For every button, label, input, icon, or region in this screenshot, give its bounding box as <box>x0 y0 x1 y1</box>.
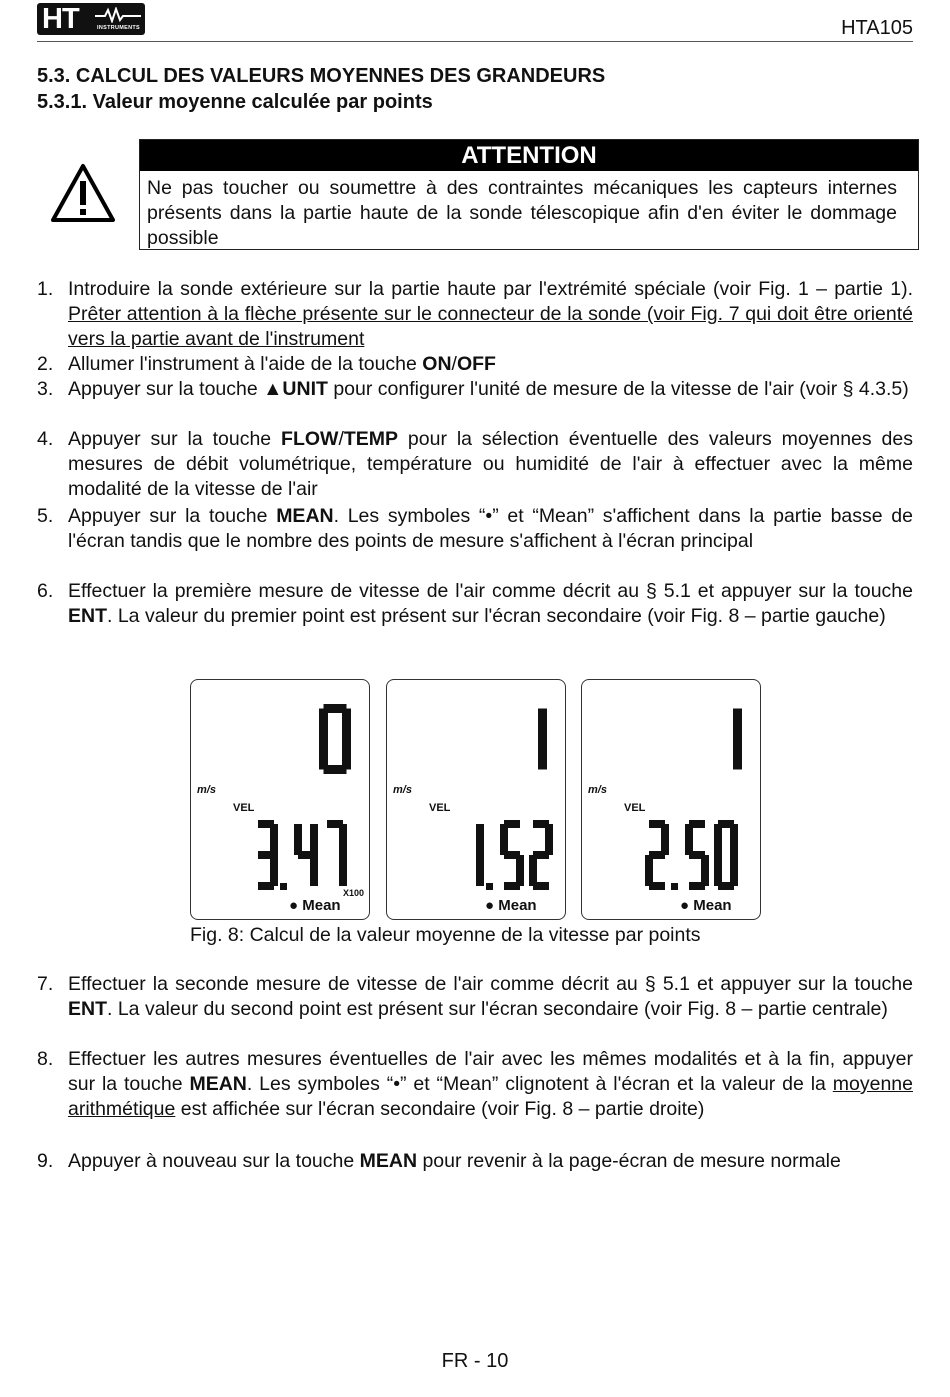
step-number: 4. <box>37 428 54 450</box>
main-digits <box>314 704 351 774</box>
text-run: pour la sélection éventuelle des valeurs moyennes des mesures de débit volumétrique, température ou humidité de l'air à effectuer avec la même modalité de la vitesse de l'air <box>68 428 913 500</box>
seven-segment-digit <box>460 820 484 890</box>
step-number: 9. <box>37 1150 54 1172</box>
lcd-display-left <box>190 679 370 920</box>
key-name: OFF <box>456 353 496 375</box>
step-number: 3. <box>37 378 54 400</box>
step-text <box>68 352 913 377</box>
text-run: Allumer l'instrument à l'aide de la touche <box>68 353 423 375</box>
text-run: est affichée sur l'écran secondaire (voir Fig. 8 – partie droite) <box>175 1098 705 1120</box>
main-digits <box>510 704 547 774</box>
text-run: Appuyer sur la touche <box>68 505 277 527</box>
seven-segment-digit <box>319 704 351 774</box>
logo-text: HT <box>42 3 79 35</box>
unit-label: m/s <box>393 784 412 796</box>
step-number: 2. <box>37 353 54 375</box>
model-name: HTA105 <box>841 17 913 39</box>
step-number: 5. <box>37 505 54 527</box>
seven-segment-digit <box>529 820 553 890</box>
secondary-digits <box>455 820 553 890</box>
underlined-text: Prêter attention à la flèche présente sur le connecteur de la sonde (voir Fig. 7 qui doit être orienté vers la partie avant de l'instrument <box>68 303 913 350</box>
logo-wave-icon <box>95 7 141 23</box>
mean-indicator: ● Mean <box>485 897 537 914</box>
text-run: Effectuer les autres mesures éventuelles de l'air avec les mêmes modalités et à la fin, appuyer sur la touche <box>68 1048 913 1095</box>
key-name: FLOW <box>281 428 339 450</box>
multiplier-label: X100 <box>343 888 365 898</box>
page-number: FR - 10 <box>441 1350 509 1372</box>
step-text <box>68 427 913 502</box>
seven-segment-digit <box>714 820 738 890</box>
text-run: Appuyer sur la touche <box>68 378 264 400</box>
text-run: pour configurer l'unité de mesure de la vitesse de l'air (voir § 4.3.5) <box>327 378 909 400</box>
step-number: 7. <box>37 973 54 995</box>
seven-segment-digit <box>294 820 318 890</box>
logo-subtext: INSTRUMENTS <box>97 25 141 31</box>
key-name: MEAN <box>359 1150 418 1172</box>
unit-label: m/s <box>197 784 216 796</box>
key-name: ON <box>422 353 452 375</box>
decimal-point <box>671 883 678 890</box>
key-name: ▲UNIT <box>263 378 328 400</box>
attention-title: ATTENTION <box>140 140 918 171</box>
text-run: / <box>338 428 344 450</box>
step-text <box>68 1149 913 1174</box>
text-run: . La valeur du premier point est présent sur l'écran secondaire (voir Fig. 8 – partie gauche) <box>107 605 886 627</box>
seven-segment-digit <box>710 704 742 774</box>
text-run: / <box>451 353 457 375</box>
section-subheading: 5.3.1. Valeur moyenne calculée par points <box>37 91 433 113</box>
seven-segment-digit <box>515 704 547 774</box>
step-number: 1. <box>37 278 54 300</box>
decimal-point <box>280 883 287 890</box>
step-number: 8. <box>37 1048 54 1070</box>
figure-caption: Fig. 8: Calcul de la valeur moyenne de la vitesse par points <box>190 924 701 946</box>
vel-label: VEL <box>624 802 646 814</box>
text-run: . Les symboles “•” et “Mean” s'affichent dans la partie basse de l'écran tandis que le nombre des points de mesure s'affichent à l'écran principal <box>68 505 913 552</box>
mean-indicator: ● Mean <box>289 897 341 914</box>
vel-label: VEL <box>233 802 255 814</box>
underlined-text: moyenne arithmétique <box>68 1073 913 1120</box>
decimal-point <box>486 883 493 890</box>
text-run: Introduire la sonde extérieure sur la partie haute par l'extrémité spéciale (voir Fig. 1 – partie 1). <box>68 278 913 300</box>
key-name: TEMP <box>343 428 399 450</box>
section-heading: 5.3. CALCUL DES VALEURS MOYENNES DES GRANDEURS <box>37 65 606 87</box>
seven-segment-digit <box>323 820 347 890</box>
text-run: . La valeur du second point est présent sur l'écran secondaire (voir Fig. 8 – partie centrale) <box>107 998 888 1020</box>
key-name: MEAN <box>189 1073 247 1095</box>
step-text <box>68 377 913 402</box>
unit-label: m/s <box>588 784 607 796</box>
attention-text: Ne pas toucher ou soumettre à des contraintes mécaniques les capteurs internes présents dans la partie haute de la sonde télescopique afin d'en éviter le dommage possible <box>147 177 897 249</box>
text-run: . Les symboles “•” et “Mean” clignotent à l'écran et la valeur de la <box>246 1073 833 1095</box>
ht-instruments-logo <box>37 3 145 35</box>
attention-box <box>139 139 919 250</box>
seven-segment-digit <box>500 820 524 890</box>
text-run: Effectuer la première mesure de vitesse de l'air comme décrit au § 5.1 et appuyer sur la touche <box>68 580 913 602</box>
text-run: Appuyer sur la touche <box>68 428 282 450</box>
key-name: ENT <box>68 998 107 1020</box>
text-run: pour revenir à la page-écran de mesure normale <box>417 1150 841 1172</box>
seven-segment-digit <box>645 820 669 890</box>
secondary-digits <box>249 820 347 890</box>
lcd-display-right <box>581 679 761 920</box>
mean-label: Mean <box>693 897 732 914</box>
step-text <box>68 277 913 352</box>
mean-indicator: ● Mean <box>680 897 732 914</box>
seven-segment-digit <box>254 820 278 890</box>
step-text <box>68 1047 913 1122</box>
seven-segment-digit <box>685 820 709 890</box>
step-text <box>68 504 913 554</box>
key-name: MEAN <box>276 505 334 527</box>
warning-triangle-icon <box>50 163 116 223</box>
text-run: Appuyer à nouveau sur la touche <box>68 1150 360 1172</box>
step-text <box>68 972 913 1022</box>
mean-label: Mean <box>302 897 341 914</box>
step-number: 6. <box>37 580 54 602</box>
mean-label: Mean <box>498 897 537 914</box>
text-run: Effectuer la seconde mesure de vitesse de l'air comme décrit au § 5.1 et appuyer sur la touche <box>68 973 913 995</box>
lcd-display-center <box>386 679 566 920</box>
vel-label: VEL <box>429 802 451 814</box>
main-digits <box>705 704 742 774</box>
secondary-digits <box>640 820 738 890</box>
step-text <box>68 579 913 629</box>
key-name: ENT <box>68 605 107 627</box>
header-divider <box>37 41 913 42</box>
